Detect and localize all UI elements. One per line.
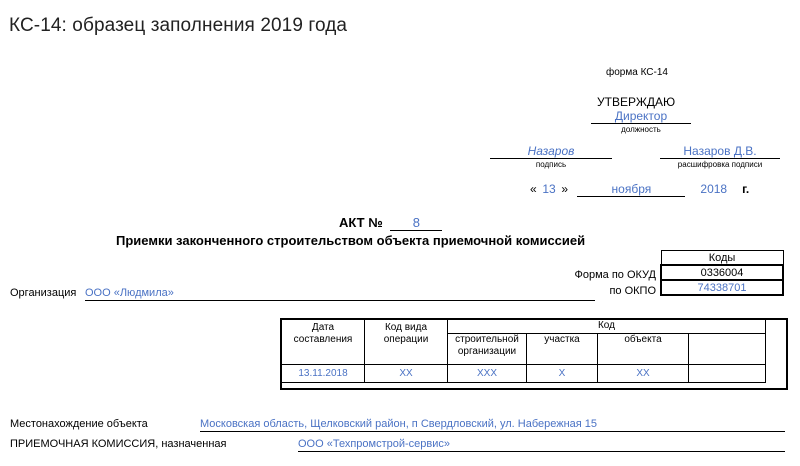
val-date: 13.11.2018 [282,365,365,383]
act-label: АКТ № [339,215,383,230]
okud-value: 0336004 [661,265,783,280]
act-subtitle: Приемки законченного строительством объекта приемочной комиссией [116,233,586,248]
val-object: ХХ [598,365,689,383]
page-heading: КС-14: образец заполнения 2019 года [9,15,348,36]
col-site-header: участка [527,334,598,365]
name-caption: расшифровка подписи [677,160,763,169]
date-open-quote: « [530,182,537,196]
approval-title: УТВЕРЖДАЮ [597,95,676,109]
act-number: 8 [390,215,442,231]
act-title [339,215,442,231]
date-suffix: г. [742,182,750,196]
name-field: Назаров Д.В. [660,144,780,159]
val-site: Х [527,365,598,383]
okud-label: Форма по ОКУД [574,269,656,281]
val-org: ХХХ [448,365,527,383]
codes-header-row [661,251,783,266]
organization-label: Организация [10,287,77,299]
date-month: ноября [577,182,685,197]
date-day: 13 [542,182,556,196]
commission-field: ООО «Техпромстрой-сервис» [298,437,785,452]
main-table [281,319,766,383]
location-field: Московская область, Щелковский район, п Свердловский, ул. Набережная 15 [200,417,785,432]
val-operation: ХХ [365,365,448,383]
form-label: форма КС-14 [606,67,668,78]
col-date-header: Дата составления [282,320,365,365]
approval-date [530,182,749,197]
col-org-header: строительной организации [448,334,527,365]
location-label: Местонахождение объекта [10,418,148,430]
position-field: Директор [591,109,691,124]
codes-header: Коды [661,251,783,266]
date-year: 2018 [700,182,728,196]
codes-okud-row [661,265,783,280]
position-caption: должность [621,125,661,134]
val-extra [689,365,766,383]
col-code-header: Код [448,320,766,334]
col-object-header: объекта [598,334,689,365]
okpo-value: 74338701 [661,280,783,295]
date-close-quote: » [561,182,569,196]
main-header-row-1 [282,320,766,334]
main-value-row [282,365,766,383]
signature-field: Назаров [490,144,612,159]
commission-label: ПРИЕМОЧНАЯ КОМИССИЯ, назначенная [10,438,227,450]
col-operation-header: Код вида операции [365,320,448,365]
codes-table [660,250,784,296]
okpo-label: по ОКПО [609,285,656,297]
col-extra-header [689,334,766,365]
codes-okpo-row [661,280,783,295]
organization-field: ООО «Людмила» [85,286,595,301]
signature-caption: подпись [535,160,567,169]
